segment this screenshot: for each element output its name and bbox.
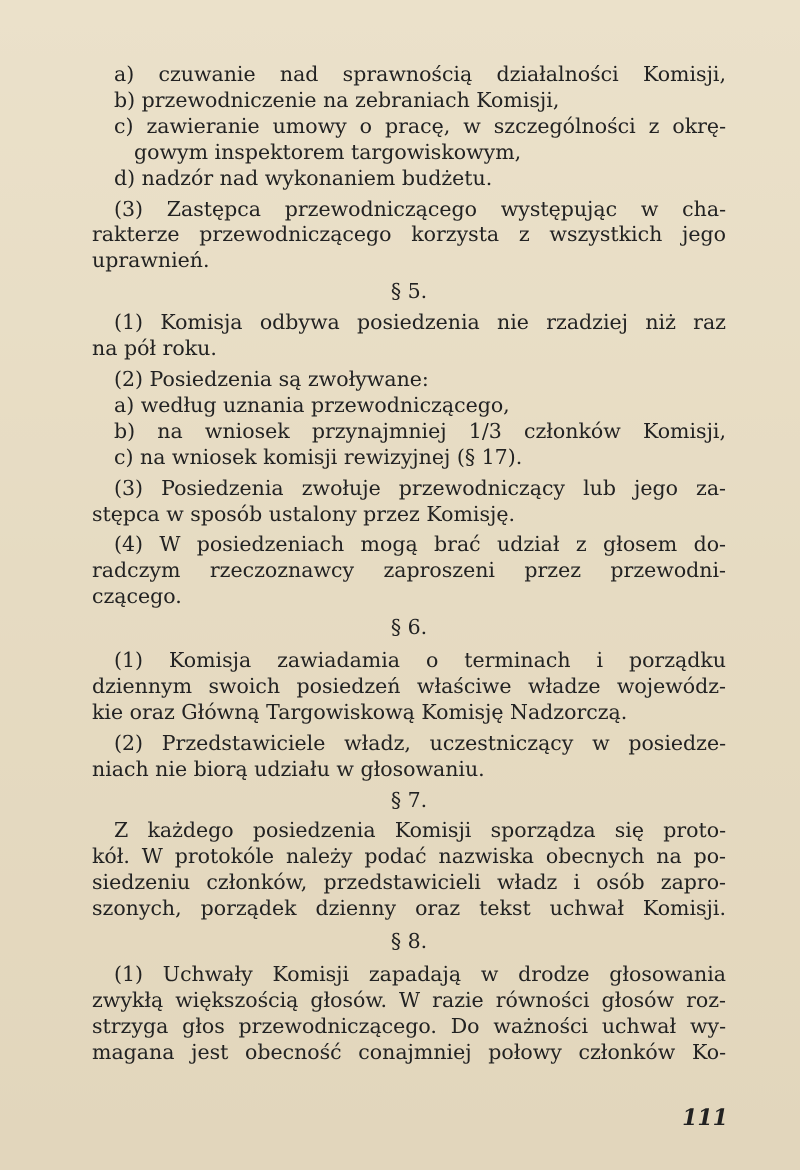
text-line: zwykłą większością głosów. W razie równości głosów roz- [92,987,726,1012]
text-line: c) zawieranie umowy o pracę, w szczególności z okrę- [114,113,726,138]
text-line: uprawnień. [92,248,210,273]
text-line: (3) Posiedzenia zwołuje przewodniczący lub jego za- [114,475,726,500]
text-line: (4) W posiedzeniach mogą brać udział z głosem do- [114,532,726,557]
text-line: szonych, porządek dzienny oraz tekst uchwał Komisji. [92,896,726,921]
text-line: niach nie biorą udziału w głosowaniu. [92,756,485,781]
text-line: (1) Komisja odbywa posiedzenia nie rzadziej niż raz [114,310,726,335]
text-line: gowym inspektorem targowiskowym, [134,139,522,164]
text-line: magana jest obecność conajmniej połowy członków Ko- [92,1039,726,1064]
text-line: (1) Komisja zawiadamia o terminach i porządku [114,648,726,673]
text-line: b) przewodniczenie na zebraniach Komisji, [114,87,560,112]
text-line: (2) Przedstawiciele władz, uczestniczący w posiedze- [114,730,726,755]
section-heading: § 5. [390,279,428,304]
text-line: (3) Zastępca przewodniczącego występując w cha- [114,196,726,221]
section-heading: § 6. [390,615,428,640]
text-line: a) według uznania przewodniczącego, [114,392,510,417]
text-line: (2) Posiedzenia są zwoływane: [114,366,429,391]
text-line: strzyga głos przewodniczącego. Do ważności uchwał wy- [92,1013,726,1038]
text-line: siedzeniu członków, przedstawicieli władz i osób zapro- [92,870,726,895]
text-line: radczym rzeczoznawcy zaproszeni przez przewodni- [92,558,726,583]
text-line: a) czuwanie nad sprawnością działalności Komisji, [114,62,726,86]
page-number: 111 [682,1105,728,1131]
text-line: Z każdego posiedzenia Komisji sporządza się proto- [114,818,726,843]
text-line: (1) Uchwały Komisji zapadają w drodze głosowania [114,962,726,986]
text-line: kół. W protokóle należy podać nazwiska obecnych na po- [92,844,726,869]
section-heading: § 7. [390,787,428,812]
text-line: d) nadzór nad wykonaniem budżetu. [114,165,493,190]
text-line: na pół roku. [92,336,217,361]
text-line: c) na wniosek komisji rewizyjnej (§ 17). [114,444,523,469]
text-line: dziennym swoich posiedzeń właściwe władze wojewódz- [92,673,726,698]
text-line: b) na wniosek przynajmniej 1/3 członków Komisji, [114,418,726,443]
text-line: czącego. [92,584,182,609]
section-heading: § 8. [390,929,428,954]
text-line: stępca w sposób ustalony przez Komisję. [92,501,515,526]
page-text [92,62,726,1066]
text-line: kie oraz Główną Targowiskową Komisję Nadzorczą. [92,699,628,724]
text-line: rakterze przewodniczącego korzysta z wszystkich jego [92,222,726,247]
